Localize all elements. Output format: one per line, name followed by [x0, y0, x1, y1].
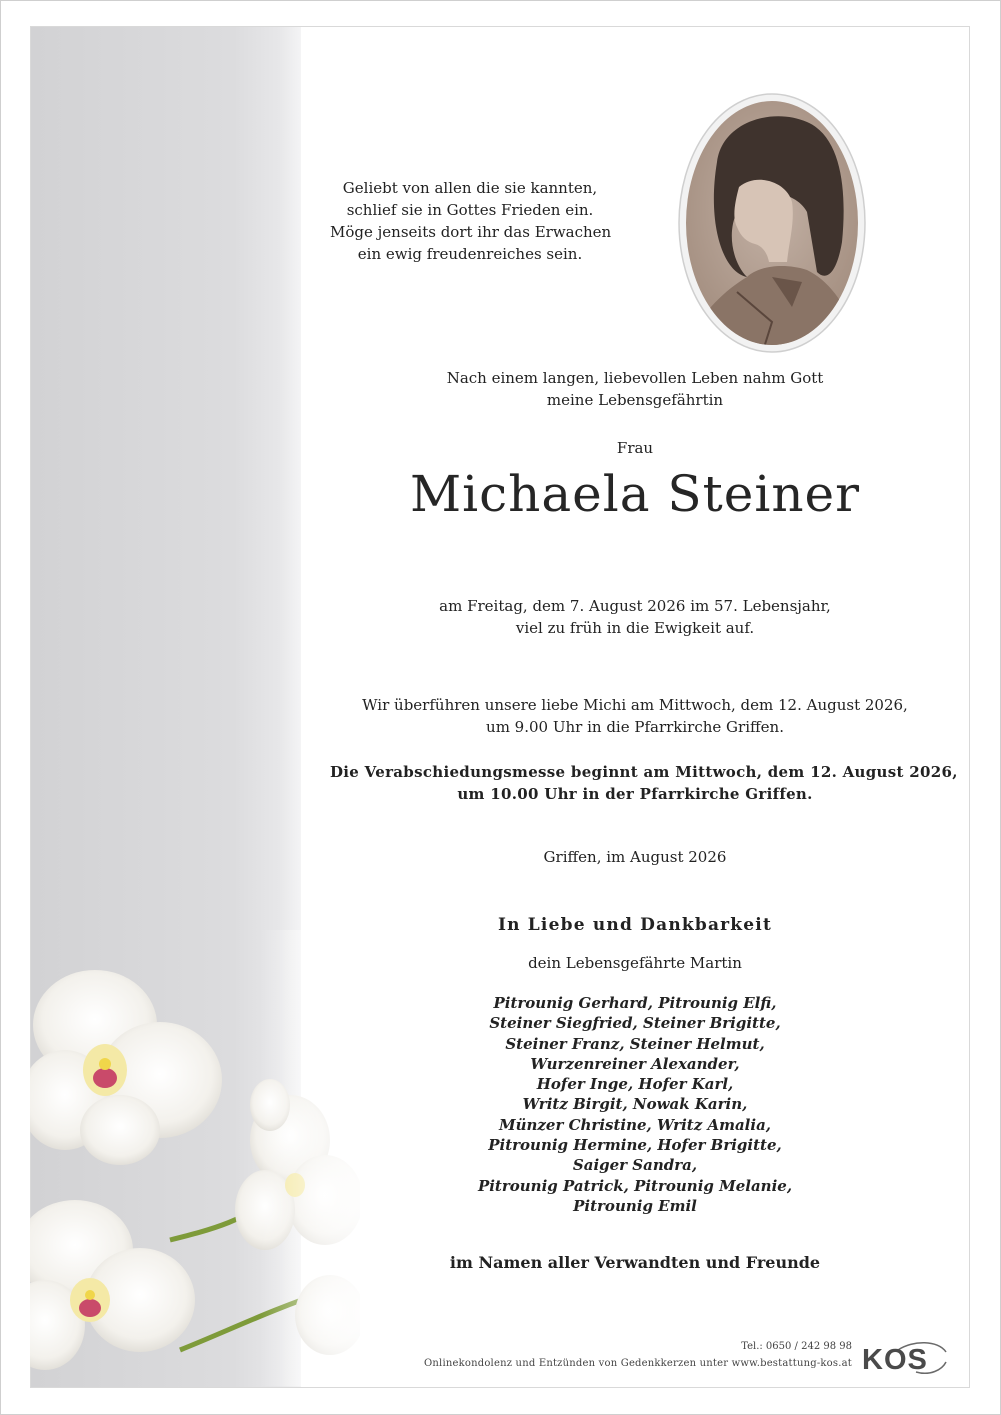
family-line: Pitrounig Emil [573, 1196, 697, 1215]
family-line: Pitrounig Patrick, Pitrounig Melanie, [477, 1176, 793, 1195]
partner-line: dein Lebensgefährte Martin [528, 954, 742, 972]
family-line: Writz Birgit, Nowak Karin, [522, 1095, 748, 1114]
orchid-flowers-image [30, 930, 360, 1386]
family-line: Hofer Inge, Hofer Karl, [536, 1075, 734, 1094]
kos-logo [858, 1338, 950, 1380]
intro-line: Nach einem langen, liebevollen Leben nahm Gott [446, 369, 824, 387]
mass-line: Die Verabschiedungsmesse beginnt am Mittwoch, dem 12. August 2026, [330, 763, 958, 781]
family-line: Steiner Franz, Steiner Helmut, [505, 1034, 765, 1053]
logo-text: KOS [862, 1344, 928, 1376]
family-line: Münzer Christine, Writz Amalia, [498, 1115, 772, 1134]
poem-line: Möge jenseits dort ihr das Erwachen [330, 223, 612, 241]
poem-line: Geliebt von allen die sie kannten, [342, 179, 598, 197]
poem-line: ein ewig freudenreiches sein. [357, 245, 583, 263]
intro-text [330, 367, 940, 411]
portrait-drawing [677, 92, 867, 354]
footer-condolence-text: Onlinekondolenz und Entzünden von Gedenkkerzen unter www.bestattung-kos.at [424, 1358, 852, 1369]
closing-line: im Namen aller Verwandten und Freunde [449, 1253, 821, 1272]
family-line: Saiger Sandra, [572, 1156, 698, 1175]
family-list [330, 993, 940, 1216]
transfer-line: um 9.00 Uhr in die Pfarrkirche Griffen. [486, 718, 784, 736]
mass-info [330, 761, 958, 805]
family-line: Pitrounig Gerhard, Pitrounig Elfi, [493, 994, 777, 1012]
intro-line: meine Lebensgefährtin [546, 391, 724, 409]
footer-phone: Tel.: 0650 / 242 98 98 [741, 1341, 852, 1352]
mass-line: um 10.00 Uhr in der Pfarrkirche Griffen. [457, 785, 813, 803]
family-line: Pitrounig Hermine, Hofer Brigitte, [488, 1136, 782, 1155]
transfer-line: Wir überführen unsere liebe Michi am Mittwoch, dem 12. August 2026, [362, 696, 908, 714]
salutation: Frau [616, 439, 654, 457]
place-date: Griffen, im August 2026 [543, 848, 727, 866]
family-line: Steiner Siegfried, Steiner Brigitte, [489, 1014, 781, 1033]
family-line: Wurzenreiner Alexander, [530, 1054, 740, 1073]
poem-line: schlief sie in Gottes Frieden ein. [346, 201, 594, 219]
transfer-info [330, 694, 940, 738]
death-line: am Freitag, dem 7. August 2026 im 57. Lebensjahr, [439, 597, 831, 615]
death-info [330, 595, 940, 639]
deceased-name: Michaela Steiner [409, 465, 861, 523]
mourners-heading: In Liebe und Dankbarkeit [497, 915, 773, 935]
poem-verse [330, 177, 610, 265]
death-line: viel zu früh in die Ewigkeit auf. [515, 619, 755, 637]
